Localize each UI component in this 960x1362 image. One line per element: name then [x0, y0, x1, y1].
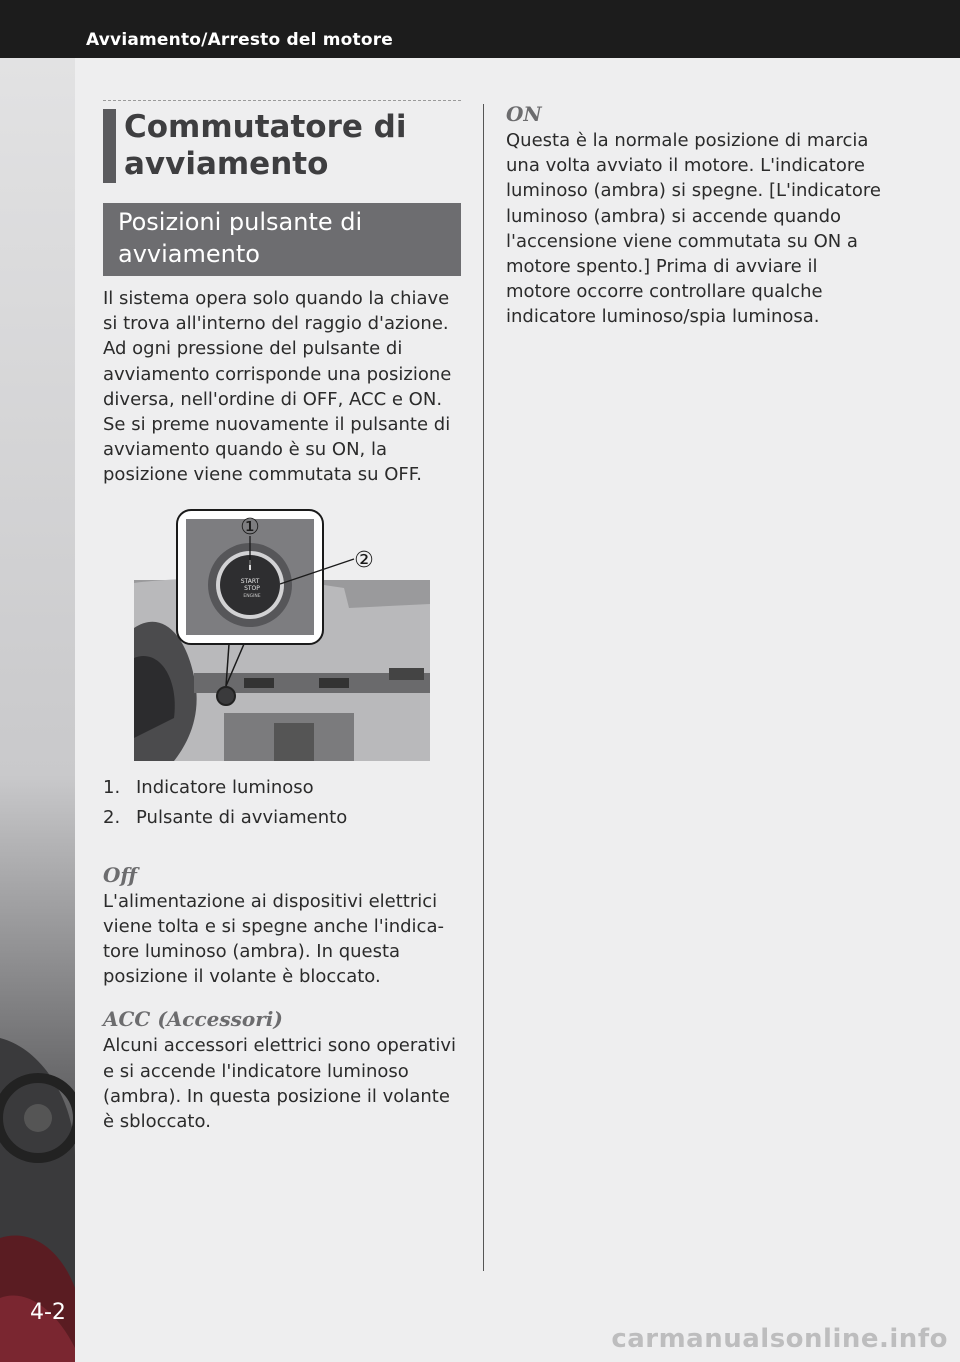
column-divider: [483, 104, 484, 1271]
button-label-stop: STOP: [244, 584, 260, 592]
watermark: carmanualsonline.info: [611, 1324, 948, 1354]
header-bar: [0, 0, 960, 58]
acc-paragraph: Alcuni accessori elettrici sono operativi e si accende l'indicatore luminoso (ambra). In questa posizione il volante è sbloccato.: [103, 1035, 457, 1133]
sidebar-photo: [0, 58, 75, 1362]
legend-number: 1.: [103, 776, 121, 798]
off-paragraph: L'alimentazione ai dispositivi elettrici viene tolta e si spegne anche l'indica- tore luminoso (ambra). In questa posizione il volante è bloccato.: [103, 890, 444, 988]
legend-label: Indicatore luminoso: [136, 776, 314, 798]
heading-block: [103, 100, 461, 183]
callout-1: ①: [240, 514, 260, 540]
section-title: Avviamento/Arresto del motore: [86, 30, 394, 50]
page-heading: Commutatore di avviamento: [103, 109, 444, 183]
button-label-start: START: [240, 577, 260, 585]
figure-legend: [103, 773, 461, 833]
page-number: 4-2: [30, 1300, 66, 1325]
legend-item: [103, 773, 461, 803]
button-label-engine: ENGINE: [243, 593, 261, 599]
legend-item: [103, 803, 461, 833]
interior-photo-strip: [0, 58, 75, 1362]
callout-2: ②: [354, 547, 374, 573]
legend-number: 2.: [103, 806, 121, 828]
left-column: [103, 100, 461, 1134]
on-heading: ON: [506, 102, 542, 126]
on-paragraph: Questa è la normale posizione di marcia una volta avviato il motore. L'indicatore luminoso (ambra) si spegne. [L'indicatore luminoso (ambra) si accende quando l'accensione viene commutata su ON a motore spento.] Prima di avviare il motore occorre controllare qualche indicatore luminoso/spia luminosa.: [506, 130, 881, 328]
legend-label: Pulsante di avviamento: [136, 806, 348, 828]
section-subheading: Posizioni pulsante di avviamento: [103, 203, 461, 276]
dashboard-illustration: [134, 508, 430, 761]
off-heading: Off: [103, 862, 137, 887]
acc-heading: ACC (Accessori): [103, 1007, 283, 1032]
intro-paragraph: Il sistema opera solo quando la chiave si trova all'interno del raggio d'azione. Ad ogni pressione del pulsante di avviamento corrisponde una posizione diversa, nell'ordine di OFF, ACC e ON. Se si preme nuovamente il pulsante di avviamento quando è su ON, la posizione viene commutata su OFF.: [103, 288, 452, 486]
right-column: [506, 100, 886, 330]
start-button-figure: [134, 508, 430, 761]
